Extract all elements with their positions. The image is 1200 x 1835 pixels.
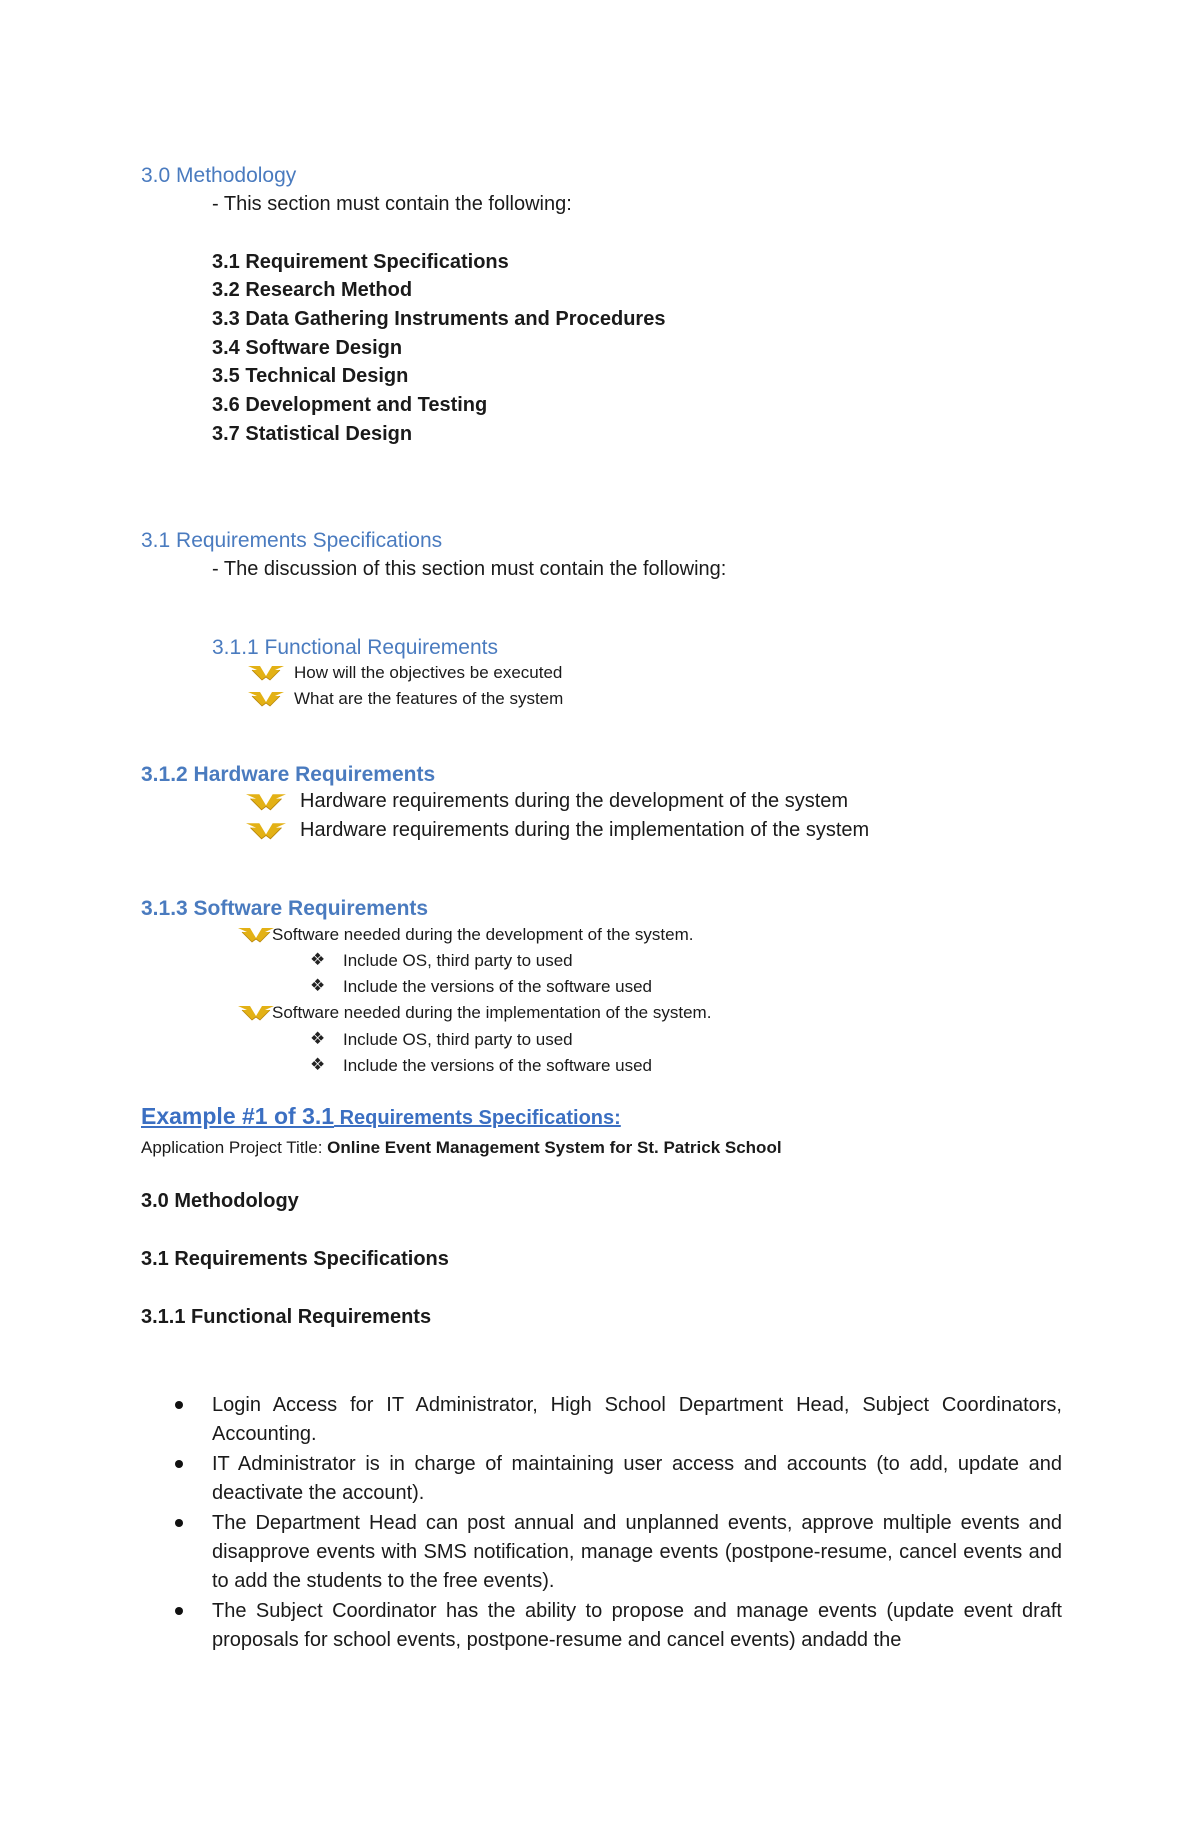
example-title-link-tail[interactable]: Requirements Specifications:: [334, 1107, 621, 1129]
toc-item-3-4: 3.4 Software Design: [212, 337, 403, 359]
software-impl: Software needed during the implementation of the system.: [272, 1003, 712, 1022]
four-diamond-icon: ❖: [310, 1055, 326, 1074]
software-sub-item: Include OS, third party to used: [343, 951, 573, 970]
gold-wing-chevron-icon: [248, 690, 284, 708]
functional-item: How will the objectives be executed: [294, 663, 563, 682]
project-title: Online Event Management System for St. Patrick School: [327, 1138, 782, 1157]
example-title: [141, 1103, 621, 1130]
example-bullet: The Department Head can post annual and unplanned events, approve multiple events and disapprove events with SMS notification, manage events (postpone-resume, cancel events and to add the students to the free events).: [212, 1512, 1062, 1592]
example-methodology-heading: 3.0 Methodology: [141, 1190, 299, 1212]
methodology-heading: 3.0 Methodology: [141, 164, 297, 187]
software-sub-item: Include the versions of the software used: [343, 977, 653, 996]
toc-item-3-6: 3.6 Development and Testing: [212, 394, 488, 416]
four-diamond-icon: ❖: [310, 950, 326, 969]
round-bullet-icon: [175, 1460, 183, 1468]
round-bullet-icon: [175, 1607, 183, 1615]
example-bullet: The Subject Coordinator has the ability to propose and manage events (update event draft proposals for school events, postpone-resume and cancel events) andadd the: [212, 1600, 1062, 1651]
hardware-item: Hardware requirements during the development of the system: [300, 790, 849, 812]
hardware-item: Hardware requirements during the implementation of the system: [300, 819, 870, 841]
toc-item-3-3: 3.3 Data Gathering Instruments and Procedures: [212, 308, 666, 330]
four-diamond-icon: ❖: [310, 1029, 326, 1048]
example-functional-heading: 3.1.1 Functional Requirements: [141, 1306, 432, 1328]
functional-item: What are the features of the system: [294, 689, 564, 708]
functional-heading: 3.1.1 Functional Requirements: [212, 636, 498, 659]
req-spec-heading: 3.1 Requirements Specifications: [141, 529, 443, 552]
project-title-line: [141, 1138, 782, 1158]
software-heading: 3.1.3 Software Requirements: [141, 897, 429, 920]
toc-item-3-5: 3.5 Technical Design: [212, 365, 409, 387]
gold-wing-chevron-icon: [246, 792, 286, 812]
gold-wing-chevron-icon: [238, 1004, 274, 1022]
software-dev: Software needed during the development of the system.: [272, 925, 694, 944]
gold-wing-chevron-icon: [238, 926, 274, 944]
example-bullet: IT Administrator is in charge of maintaining user access and accounts (to add, update and deactivate the account).: [212, 1453, 1062, 1504]
round-bullet-icon: [175, 1519, 183, 1527]
gold-wing-chevron-icon: [248, 664, 284, 682]
hardware-heading: 3.1.2 Hardware Requirements: [141, 763, 436, 786]
software-sub-item: Include the versions of the software used: [343, 1056, 653, 1075]
four-diamond-icon: ❖: [310, 976, 326, 995]
gold-wing-chevron-icon: [246, 821, 286, 841]
software-sub-item: Include OS, third party to used: [343, 1030, 573, 1049]
req-spec-intro: - The discussion of this section must contain the following:: [212, 558, 727, 580]
toc-item-3-2: 3.2 Research Method: [212, 279, 413, 301]
example-bullet: Login Access for IT Administrator, High School Department Head, Subject Coordinators, Accounting.: [212, 1394, 1062, 1445]
round-bullet-icon: [175, 1401, 183, 1409]
methodology-intro: - This section must contain the following:: [212, 193, 572, 215]
toc-item-3-1: 3.1 Requirement Specifications: [212, 251, 509, 273]
example-title-link[interactable]: Example #1 of 3.1: [141, 1103, 335, 1129]
example-req-spec-heading: 3.1 Requirements Specifications: [141, 1248, 449, 1270]
project-label: Application Project Title:: [141, 1138, 328, 1157]
toc-item-3-7: 3.7 Statistical Design: [212, 423, 413, 445]
